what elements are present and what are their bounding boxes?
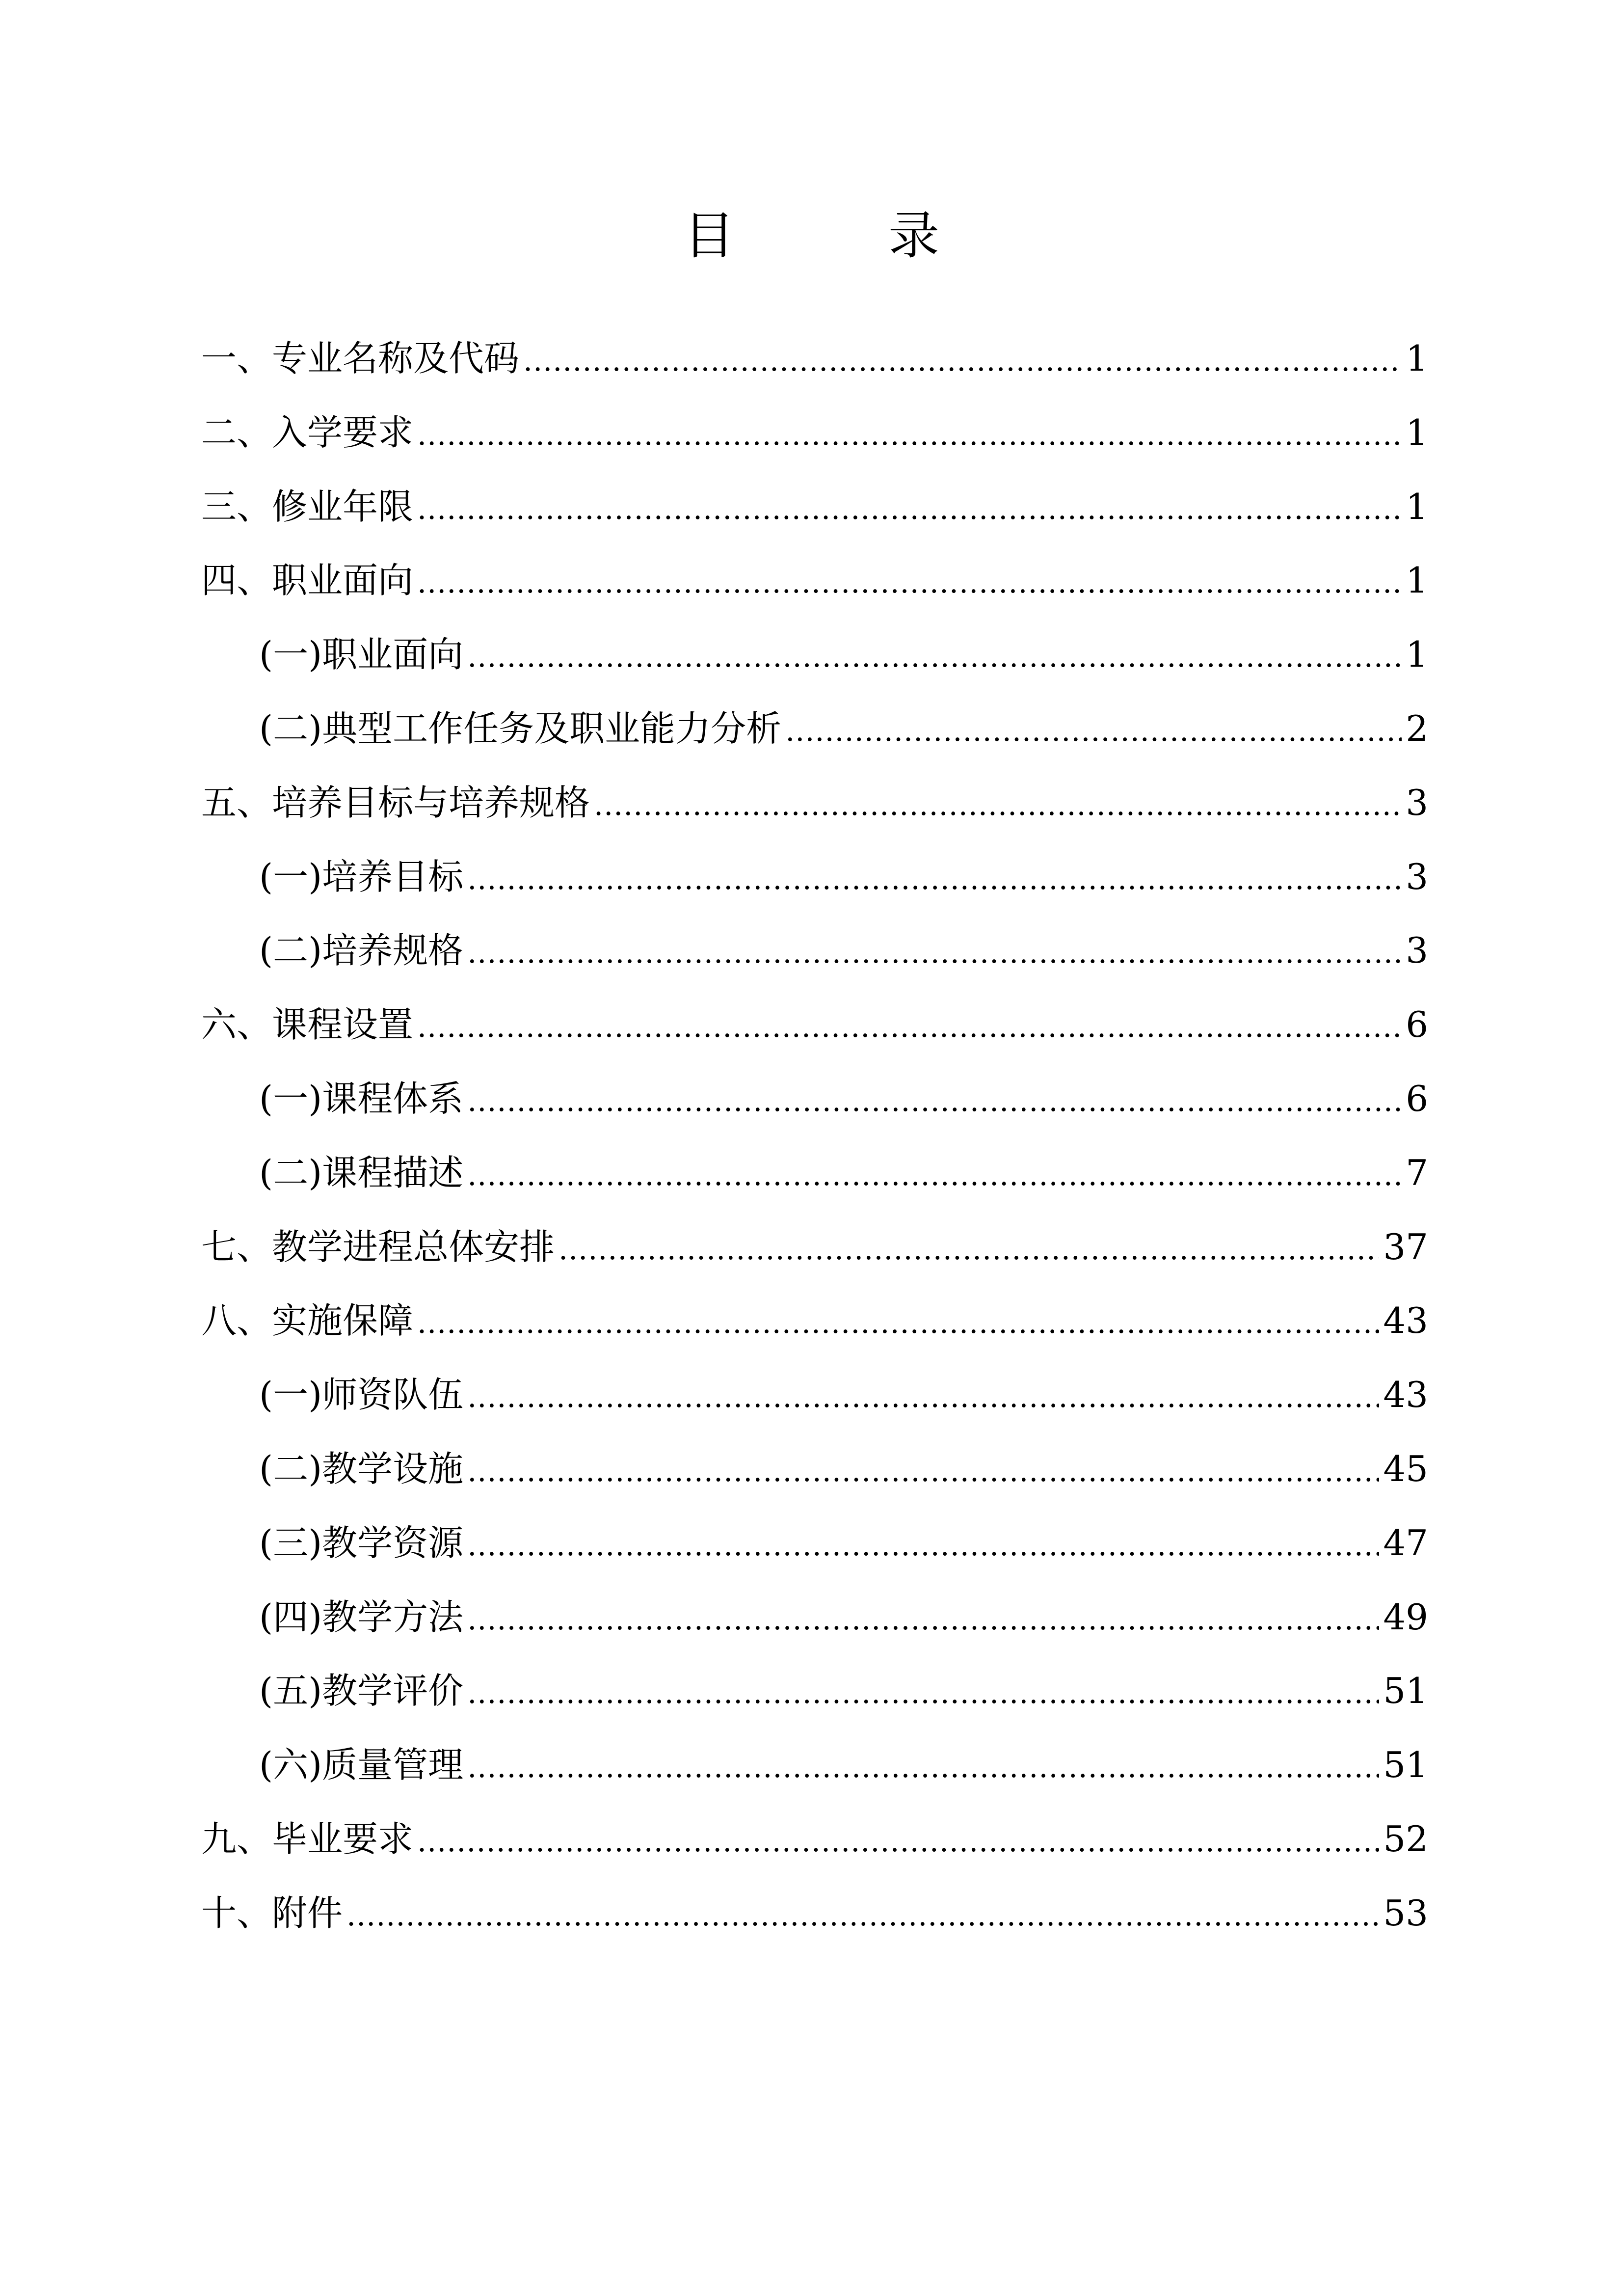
toc-page-number: 49 — [1383, 1596, 1428, 1638]
toc-entry-label: 十、附件 — [201, 1892, 343, 1934]
toc-section-entry[interactable] — [201, 1876, 1428, 1950]
page-title: 目 录 — [683, 206, 1009, 266]
toc-section-entry[interactable] — [201, 543, 1428, 618]
toc-page-number: 51 — [1383, 1744, 1428, 1786]
dot-leader — [467, 1064, 1402, 1138]
toc-subsection-entry[interactable] — [201, 1136, 1428, 1210]
toc-subsection-entry[interactable] — [201, 1506, 1428, 1580]
dot-leader — [417, 546, 1402, 620]
toc-entry-label: (五)教学评价 — [259, 1670, 464, 1712]
toc-section-entry[interactable] — [201, 766, 1428, 840]
toc-entry-label: 二、入学要求 — [201, 411, 414, 453]
dot-leader — [417, 1805, 1379, 1879]
toc-entry-label: (二)教学设施 — [259, 1448, 464, 1489]
toc-subsection-entry[interactable] — [201, 692, 1428, 766]
toc-subsection-entry[interactable] — [201, 618, 1428, 692]
toc-entry-label: 八、实施保障 — [201, 1300, 414, 1342]
dot-leader — [467, 1656, 1379, 1730]
dot-leader — [467, 1360, 1379, 1434]
toc-page-number: 3 — [1406, 856, 1428, 897]
toc-entry-label: (二)典型工作任务及职业能力分析 — [259, 707, 782, 749]
dot-leader — [417, 472, 1402, 546]
toc-entry-label: 三、修业年限 — [201, 486, 414, 527]
toc-page-number: 1 — [1406, 634, 1428, 675]
dot-leader — [467, 1509, 1379, 1583]
dot-leader — [467, 620, 1402, 694]
toc-section-entry[interactable] — [201, 1210, 1428, 1284]
toc-section-entry[interactable] — [201, 988, 1428, 1062]
toc-page-number: 53 — [1383, 1892, 1428, 1934]
toc-page-number: 47 — [1383, 1522, 1428, 1564]
toc-page-number: 45 — [1383, 1448, 1428, 1489]
toc-page-number: 3 — [1406, 782, 1428, 823]
dot-leader — [467, 1138, 1402, 1213]
dot-leader — [467, 842, 1402, 917]
toc-page-number: 6 — [1406, 1004, 1428, 1046]
toc-entry-label: (三)教学资源 — [259, 1522, 464, 1564]
toc-subsection-entry[interactable] — [201, 1358, 1428, 1432]
toc-page-number: 7 — [1406, 1152, 1428, 1193]
dot-leader — [467, 1434, 1379, 1509]
toc-section-entry[interactable] — [201, 322, 1428, 396]
toc-entry-label: (六)质量管理 — [259, 1744, 464, 1786]
toc-entry-label: (一)课程体系 — [259, 1078, 464, 1119]
toc-page-number: 3 — [1406, 930, 1428, 972]
toc-page-number: 43 — [1383, 1300, 1428, 1342]
dot-leader — [467, 1583, 1379, 1657]
toc-section-entry[interactable] — [201, 1284, 1428, 1358]
dot-leader — [417, 1286, 1379, 1360]
toc-entry-label: 六、课程设置 — [201, 1004, 414, 1046]
toc-page-number: 37 — [1383, 1226, 1428, 1268]
toc-page-number: 43 — [1383, 1374, 1428, 1416]
toc-subsection-entry[interactable] — [201, 914, 1428, 988]
toc-page-number: 52 — [1383, 1818, 1428, 1860]
toc-entry-label: (四)教学方法 — [259, 1596, 464, 1638]
toc-subsection-entry[interactable] — [201, 840, 1428, 914]
toc-entry-label: 七、教学进程总体安排 — [201, 1226, 555, 1268]
toc-page-number: 1 — [1406, 486, 1428, 527]
dot-leader — [523, 324, 1402, 398]
toc-page-number: 1 — [1406, 560, 1428, 601]
toc-page-number: 51 — [1383, 1670, 1428, 1712]
toc-subsection-entry[interactable] — [201, 1432, 1428, 1506]
toc-subsection-entry[interactable] — [201, 1654, 1428, 1728]
toc-page-number: 1 — [1406, 411, 1428, 453]
toc-section-entry[interactable] — [201, 470, 1428, 544]
toc-entry-label: (一)师资队伍 — [259, 1374, 464, 1416]
toc-subsection-entry[interactable] — [201, 1728, 1428, 1802]
dot-leader — [467, 916, 1402, 990]
toc-subsection-entry[interactable] — [201, 1580, 1428, 1654]
dot-leader — [467, 1730, 1379, 1805]
toc-entry-label: 五、培养目标与培养规格 — [201, 782, 590, 823]
toc-section-entry[interactable] — [201, 396, 1428, 470]
toc-entry-label: 一、专业名称及代码 — [201, 338, 520, 379]
dot-leader — [594, 768, 1402, 842]
dot-leader — [559, 1213, 1379, 1287]
toc-subsection-entry[interactable] — [201, 1062, 1428, 1136]
dot-leader — [346, 1879, 1379, 1953]
toc-entry-label: (二)课程描述 — [259, 1152, 464, 1193]
dot-leader — [417, 398, 1402, 472]
toc-page-number: 2 — [1406, 707, 1428, 749]
toc-entry-label: 九、毕业要求 — [201, 1818, 414, 1860]
toc-entry-label: (二)培养规格 — [259, 930, 464, 972]
toc-entry-label: 四、职业面向 — [201, 560, 414, 601]
toc-page-number: 6 — [1406, 1078, 1428, 1119]
toc-entry-label: (一)职业面向 — [259, 634, 464, 675]
table-of-contents — [201, 322, 1428, 1950]
dot-leader — [785, 694, 1402, 768]
toc-entry-label: (一)培养目标 — [259, 856, 464, 897]
dot-leader — [417, 990, 1402, 1064]
toc-page-number: 1 — [1406, 338, 1428, 379]
toc-section-entry[interactable] — [201, 1802, 1428, 1876]
